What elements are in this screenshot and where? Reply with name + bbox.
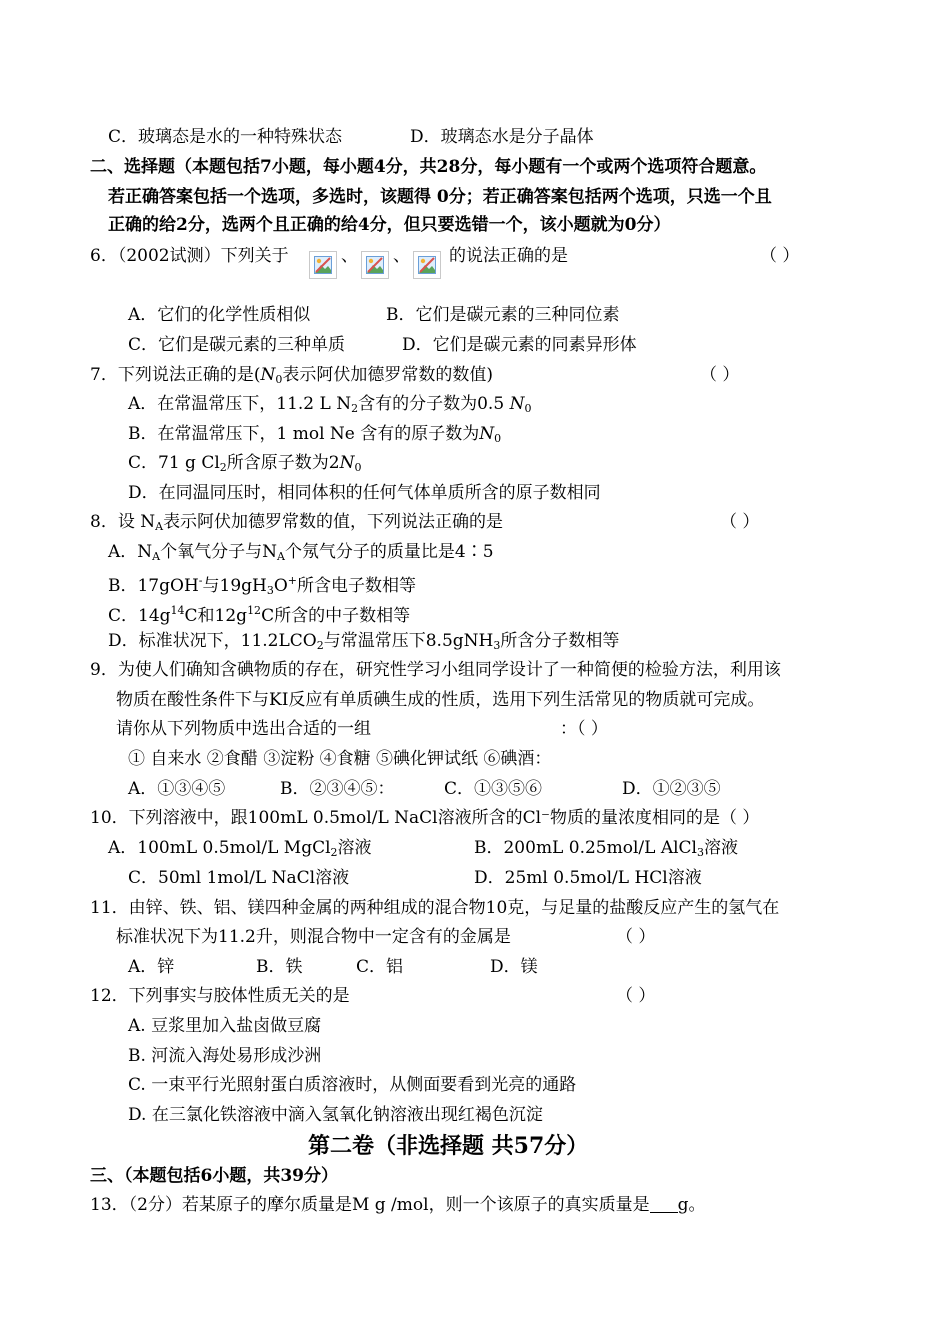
q9-option-c: C．①③⑤⑥ xyxy=(444,779,543,799)
q12-option-a: A. 豆浆里加入盐卤做豆腐 xyxy=(128,1016,322,1036)
q8-option-a: A．$N_A$个氧气分子与$N_A$个氖气分子的质量比是4∶5 xyxy=(108,542,494,563)
q12-stem: 12．下列事实与胶体性质无关的是 xyxy=(90,986,350,1006)
q6-separator: 、 xyxy=(393,246,410,266)
q10-option-a: A．100mL 0.5mol/L MgCl$_2$溶液 xyxy=(108,838,372,859)
q11-option-b: B．铁 xyxy=(256,957,303,977)
q8-option-b: B．17gOH-与$19gH_3O^+$所含电子数相等 xyxy=(108,574,416,597)
q11-stem-line1: 11．由锌、铁、铝、镁四种金属的两种组成的混合物10克，与足量的盐酸反应产生的氢气在 xyxy=(90,898,780,918)
section3-heading: 三、（本题包括6小题，共39分） xyxy=(90,1166,338,1186)
q11-stem-line2: 标准状况下为11.2升，则混合物中一定含有的金属是 xyxy=(116,927,511,947)
answer-paren: （ ） xyxy=(760,246,800,266)
q12-option-c: C. 一束平行光照射蛋白质溶液时，从侧面要看到光亮的通路 xyxy=(128,1075,577,1095)
q7-option-c: C．71 g $Cl_2$所含原子数为$2N_0$ xyxy=(128,453,362,474)
q9-option-d: D．①②③⑤ xyxy=(622,779,721,799)
q9-option-b: B．②③④⑤： xyxy=(280,779,395,799)
broken-image-icon xyxy=(361,251,389,279)
q6-option-b: B．它们是碳元素的三种同位素 xyxy=(386,305,620,325)
q11-option-a: A．锌 xyxy=(128,957,175,977)
q9-stem-line1: 9．为使人们确知含碘物质的存在，研究性学习小组同学设计了一种简便的检验方法，利用该 xyxy=(90,660,781,680)
broken-image-icon xyxy=(413,251,441,279)
q11-option-d: D．镁 xyxy=(490,957,538,977)
answer-paren: （ ） xyxy=(700,365,740,385)
answer-paren: ：（ ） xyxy=(560,719,608,739)
q8-stem: 8．设 $N_A$表示阿伏加德罗常数的值，下列说法正确的是 xyxy=(90,512,504,533)
broken-image-icon xyxy=(309,251,337,279)
q9-stem-line2: 物质在酸性条件下与KI反应有单质碘生成的性质，选用下列生活常见的物质就可完成。 xyxy=(116,690,765,710)
section2-heading-line2: 若正确答案包括一个选项，多选时，该题得 0分；若正确答案包括两个选项，只选一个且 xyxy=(108,187,772,207)
answer-paren: （ ） xyxy=(720,512,760,532)
q10-option-c: C．50ml 1mol/L NaCl溶液 xyxy=(128,868,350,888)
q12-option-d: D. 在三氯化铁溶液中滴入氢氧化钠溶液出现红褐色沉淀 xyxy=(128,1105,543,1125)
q9-items: ① 自来水 ②食醋 ③淀粉 ④食糖 ⑤碘化钾试纸 ⑥碘酒： xyxy=(128,749,552,769)
q6-stem: 6．（2002试测）下列关于 xyxy=(90,246,289,266)
q8-option-c: C．$14g^{14}C$和$12g^{12}C$所含的中子数相等 xyxy=(108,604,411,626)
q6-option-c: C．它们是碳元素的三种单质 xyxy=(128,335,346,355)
q7-stem: 7．下列说法正确的是($N_0$表示阿伏加德罗常数的数值) xyxy=(90,365,493,386)
q10-option-b: B．200mL 0.25mol/L AlCl$_3$溶液 xyxy=(474,838,738,859)
q5-option-c: C．玻璃态是水的一种特殊状态 xyxy=(108,127,343,147)
section2-heading-line1: 二、选择题（本题包括7小题，每小题4分，共28分，每小题有一个或两个选项符合题意。 xyxy=(90,157,767,177)
q6-option-d: D．它们是碳元素的同素异形体 xyxy=(402,335,637,355)
q7-option-d: D．在同温同压时，相同体积的任何气体单质所含的原子数相同 xyxy=(128,483,601,503)
q10-option-d: D．25ml 0.5mol/L HCl溶液 xyxy=(474,868,702,888)
answer-blank[interactable] xyxy=(650,1196,678,1213)
q7-option-a: A．在常温常压下，11.2 L $N_2$含有的分子数为0.5 $N_0$ xyxy=(128,394,532,415)
q13-stem: 13．（2分）若某原子的摩尔质量是M g /mol，则一个该原子的真实质量是 g。 xyxy=(90,1195,706,1215)
q5-option-d: D．玻璃态水是分子晶体 xyxy=(410,127,594,147)
q7-option-b: B．在常温常压下，1 mol Ne 含有的原子数为$N_0$ xyxy=(128,424,502,445)
volume2-title: 第二卷（非选择题 共57分） xyxy=(308,1133,589,1159)
q9-stem-line3: 请你从下列物质中选出合适的一组 xyxy=(116,719,371,739)
q9-option-a: A．①③④⑤ xyxy=(128,779,226,799)
q8-option-d: D．标准状况下，$11.2LCO_2$与常温常压下8.5gNH$_3$所含分子数相等 xyxy=(108,631,620,652)
q10-stem: 10．下列溶液中，跟100mL 0.5mol/L NaCl溶液所含的Cl⁻物质的量浓度相同的是（ ） xyxy=(90,808,760,828)
q6-stem-tail: 的说法正确的是 xyxy=(449,246,568,266)
q12-option-b: B. 河流入海处易形成沙洲 xyxy=(128,1046,322,1066)
answer-paren: （ ） xyxy=(616,986,656,1006)
answer-paren: （ ） xyxy=(616,927,656,947)
q6-separator: 、 xyxy=(341,246,358,266)
section2-heading-line3: 正确的给2分，选两个且正确的给4分，但只要选错一个，该小题就为0分） xyxy=(108,215,671,235)
q6-option-a: A．它们的化学性质相似 xyxy=(128,305,311,325)
q11-option-c: C．铝 xyxy=(356,957,404,977)
